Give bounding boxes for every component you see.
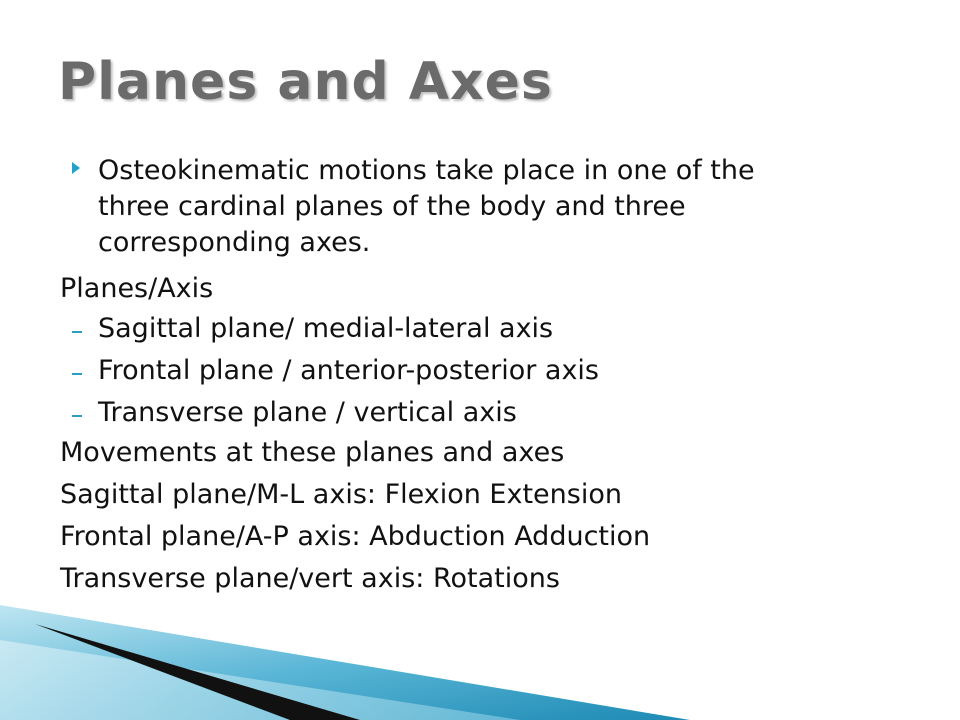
- bullet-line-1: Osteokinematic motions take place in one of the: [98, 155, 755, 186]
- plane-item-transverse: Transverse plane / vertical axis: [98, 397, 517, 428]
- plane-item-frontal: Frontal plane / anterior-posterior axis: [98, 355, 600, 386]
- movement-transverse: Transverse plane/vert axis: Rotations: [60, 563, 560, 594]
- movement-sagittal: Sagittal plane/M-L axis: Flexion Extension: [60, 479, 622, 510]
- planes-heading: Planes/Axis: [60, 273, 214, 304]
- movement-frontal: Frontal plane/A-P axis: Abduction Adduction: [60, 521, 651, 552]
- bullet-line-2: three cardinal planes of the body and three: [98, 191, 686, 222]
- slide-title: Planes and Axes: [58, 52, 553, 112]
- plane-item-sagittal: Sagittal plane/ medial-lateral axis: [98, 313, 554, 344]
- bullet-line-3: corresponding axes.: [98, 227, 371, 258]
- movements-heading: Movements at these planes and axes: [60, 437, 565, 468]
